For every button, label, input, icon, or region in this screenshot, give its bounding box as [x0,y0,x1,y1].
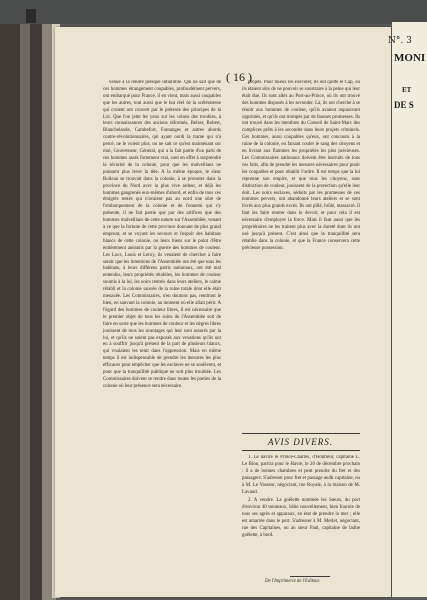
left-column [103,80,221,580]
divider-bottom [242,450,360,451]
facing-page-number: N°. 3 [388,36,412,46]
divider-top [242,433,360,434]
left-column-text: venue à la rendre presque infaillible. Qui ne sait que de ces hommes étrangement coupables, profondément pervers, ont embarqué pour France, il en vient, mais aussi coupables que les autres, tout aussi que le but réel de la scélératesse qui croient ont couvert par le prétexte des principes de la Loi. Que l'on jette les yeux sur les colons des troubles, à leurs connaissances des anciens réformés, Belzer, Robert, Blanchelande, Cambefort, Fontanges et autres abords contre-révolutionnaires, qui ayant ourdi la trame qui n'a percé, ne le voient plus, on ne sait ce qu'est maintenant sur moi, Gouverneur, Général, qui a la fait partie d'un parti de ces hommes assés fortement vrai, sont en effet à surprendre la sécurité de la colonie, pour que les malveillans ne puissent plus lever la tête. A la même époque, le sieur Boileau se trouvait dans la colonie, à se pronoter dans la province du Nord avec la plus vive ardeur, et déjà les hommes gangrenés eux-mêmes d'abord, et enfin de tous ces émigrés restés qui n'avaient pas au nord une sûre de l'embarquement de la colonie et de l'ennemi qui s'y présente, il ne fait partie que par des artifices que des hommes malveillans de cette nature sur l'Assemblée, venant à ce que la fortune de cette province donnant de plus grand emprunt, et se voyant les secours et l'espoir des habitans blancs de cette colonie, ou leurs biens sur le point d'être entièrement anéantis par la guerre des hommes de couleur. Les Lucs, Louis et Leroy, ils venaient de chercher à faire sentir que les intentions de l'Assemblée ont été que tous les habitans, à leurs différens partis nationaux, ont été mal entendus, leurs propriétés rétablies, les hommes de couleur soumis à la loi, les noirs rentrés dans leurs ateliers, le calme rétabli et la colonie sauvée de la ruine totale dont elle était menacée. Les Commissaires, n'en doutons pas, rendront le bien, en sauvant la colonie, au moment où elle allait périr. A l'égard des hommes de couleur libres, il est nécessaire que le premier objet de tous les soins de l'Assemblée soit de faire en sorte que les hommes de couleur et les nègres libres jouissent de tous les avantages qui leur sont assurés par la loi, et qu'ils ne soient pas exposés aux vexations qu'ils ont eu à souffrir jusqu'à présent de la part de plusieurs blancs, qui voulaient les tenir dans l'oppression. Mais en même temps il est indispensable de prendre les mesures les plus efficaces pour empêcher que les esclaves ne se soulèvent, et pour que la tranquillité publique ne soit plus troublée. Les Commissaires doivent se rendre dans toutes les parties de la colonie où leur présence sera nécessaire. [103,80,221,389]
masthead-line-2: ET [402,86,412,94]
section-heading: AVIS DIVERS. [268,437,334,447]
imprint-rule [290,576,330,577]
imprint-line: De l'Imprimerie de l'Editeur. [265,579,321,584]
masthead-line-3: DE S [394,100,414,110]
right-column-text: projets. Pour mieux les exécuter, ils ont quitté le Cap, où ils étaient sûrs de ne pouvoir se soustraire à la peine qui leur était due. Ils sont allés au Port-au-Prince, où ils ont trouvé des hommes disposés à les seconder. Là, ils ont cherché à se réunir aux hommes de couleur, qu'ils avaient auparavant opprimés, et qu'ils ont trompés par de fausses promesses. Ils ont trouvé dans les membres du Conseil de Saint-Marc des complices prêts à les seconder dans leurs projets criminels. Ces hommes, aussi coupables qu'eux, ont concouru à la ruine de la colonie, en faisant couler le sang des citoyens et en livrant aux flammes les propriétés les plus précieuses. Les Commissaires nationaux doivent être instruits de tous ces faits, afin de prendre les mesures nécessaires pour punir les coupables et pour rétablir l'ordre. Il est temps que la loi reprenne son empire, et que tous les citoyens, sans distinction de couleur, jouissent de la protection qu'elle leur doit. Les noirs esclaves, séduits par les promesses de ces hommes pervers, ont abandonné leurs ateliers et se sont livrés aux plus grands excès. Ils ont pillé, brûlé, massacré. Il faut les faire rentrer dans le devoir, et pour cela il est nécessaire d'employer la force. Mais il faut aussi que les propriétaires ne les traitent plus avec la dureté dont ils ont usé jusqu'à présent. C'est ainsi que la tranquillité sera rétablie dans la colonie, et que la France conservera cette précieuse possession. [242,80,360,251]
notice-item: 1. Le navire le Prince-Charles, d'Honfleur, capitaine L. Le Blon, partira pour le Havre, le 20 de décembre prochain : il a de bonnes chambres et peut prendre du fret et des passagers. S'adresser pour fret et passage audit capitaine, ou à M. Le Vasseur, négociant, rue Royale, à la maison de M. Lavaud. [242,455,360,495]
notices-column [242,455,360,573]
notice-item: 2. A vendre. La goëlette nommée les Sœurs, du port d'environ 40 tonneaux, bâtie nouvellement, bien fournie de tous ses agrès et apparaux, en état de prendre la mer ; elle est amarrée dans le port. S'adresser à M. Merlet, négociant, rue des Capitaines, ou au sieur Paul, capitaine de ladite goëlette, à bord. [242,498,360,538]
right-column [242,80,360,436]
corner-mark-icon [24,6,38,26]
masthead-line-1: MONI [394,52,426,64]
page-number: ( 16 ) [226,70,252,84]
